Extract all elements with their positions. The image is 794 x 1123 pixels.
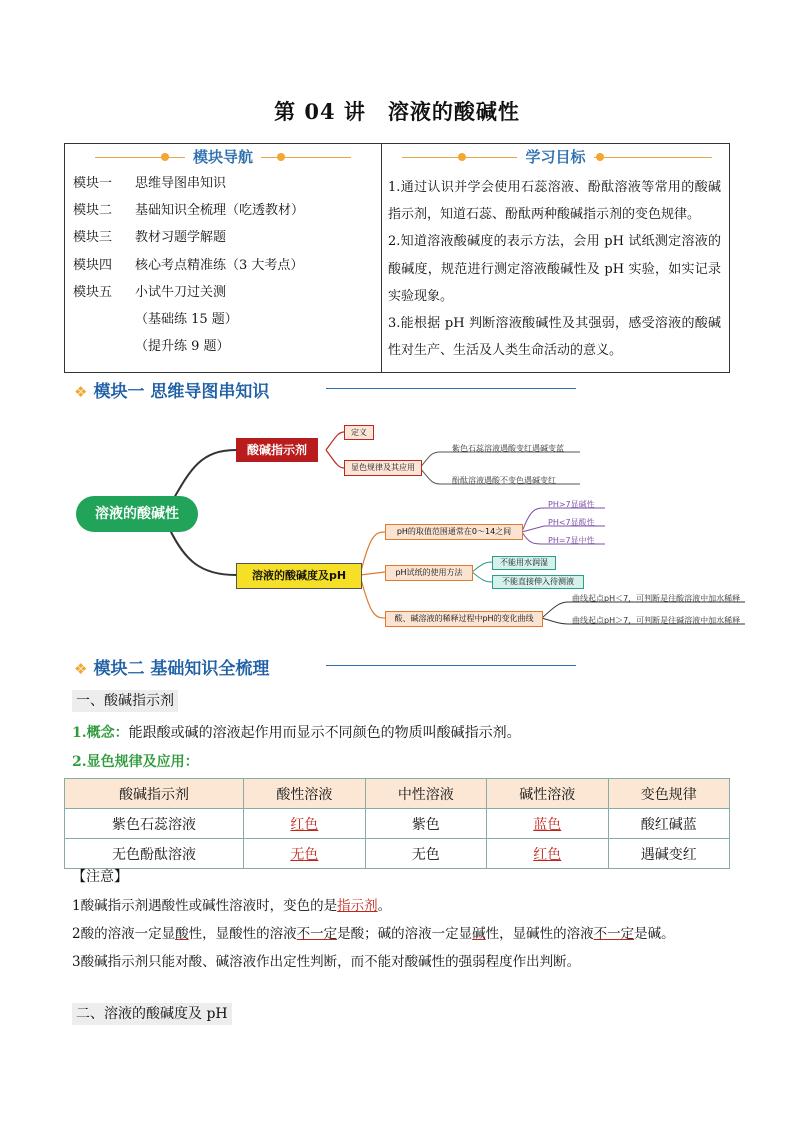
nav-header bbox=[65, 144, 381, 170]
goals-title: 学习目标 bbox=[517, 148, 593, 166]
mindmap-leaf: PH=7显中性 bbox=[548, 536, 595, 545]
nav-row[interactable]: 模块三 教材习题学解题 bbox=[73, 230, 227, 246]
mindmap-leaf: 不能用水润湿 bbox=[492, 556, 556, 570]
note-1: 1酸碱指示剂遇酸性或碱性溶液时，变色的是指示剂。 bbox=[72, 898, 392, 914]
nav-title: 模块导航 bbox=[185, 148, 261, 166]
mindmap-node: 显色规律及其应用 bbox=[344, 460, 422, 476]
mindmap-leaf: 不能直接伸入待测液 bbox=[492, 575, 584, 589]
divider bbox=[326, 388, 576, 389]
mindmap-node: pH的取值范围通常在0～14之间 bbox=[385, 524, 523, 540]
nav-row[interactable]: 模块一 思维导图串知识 bbox=[73, 176, 227, 191]
nav-row: （基础练 15 题） bbox=[135, 311, 238, 327]
lecture-topic: 溶液的酸碱性 bbox=[387, 99, 520, 124]
table-row: 紫色石蕊溶液 红色 紫色 蓝色 酸红碱蓝 bbox=[65, 809, 730, 839]
mindmap-node: 酸、碱溶液的稀释过程中pH的变化曲线 bbox=[385, 611, 543, 627]
dot-icon bbox=[596, 153, 604, 161]
dot-icon bbox=[161, 153, 169, 161]
table-header-row: 酸碱指示剂 酸性溶液 中性溶液 碱性溶液 变色规律 bbox=[65, 779, 730, 809]
mindmap-node: pH试纸的使用方法 bbox=[385, 565, 473, 581]
goal-item: 3.能根据 pH 判断溶液酸碱性及其强弱，感受溶液的酸碱性对生产、生活及人类生命活动的意义。 bbox=[388, 316, 721, 359]
mindmap-leaf: 紫色石蕊溶液遇酸变红遇碱变蓝 bbox=[452, 444, 564, 453]
section1-heading: ❖ 模块一 思维导图串知识 bbox=[74, 382, 270, 402]
divider bbox=[326, 665, 576, 666]
goal-item: 1.通过认识并学会使用石蕊溶液、酚酞溶液等常用的酸碱指示剂，知道石蕊、酚酞两种酸碱指示剂的变色规律。 bbox=[388, 180, 721, 223]
mindmap-root: 溶液的酸碱性 bbox=[76, 496, 198, 532]
mindmap-leaf: 酚酞溶液遇酸不变色遇碱变红 bbox=[452, 476, 556, 485]
part1-heading: 一、酸碱指示剂 bbox=[72, 690, 178, 712]
goal-item: 2.知道溶液酸碱度的表示方法，会用 pH 试纸测定溶液的酸碱度，规范进行测定溶液酸碱性及 pH 实验，如实记录实验现象。 bbox=[388, 234, 721, 304]
mindmap-node: 定义 bbox=[344, 425, 374, 440]
mindmap-leaf: 曲线起点pH＜7，可判断是往酸溶液中加水稀释 bbox=[572, 594, 741, 603]
dot-icon bbox=[458, 153, 466, 161]
table-row: 无色酚酞溶液 无色 无色 红色 遇碱变红 bbox=[65, 839, 730, 869]
note-2: 2酸的溶液一定显酸性，显酸性的溶液不一定是酸；碱的溶液一定显碱性，显碱性的溶液不一定是碱。 bbox=[72, 926, 675, 942]
lecture-number: 第 04 讲 bbox=[274, 99, 366, 124]
rule-label: 2.显色规律及应用： bbox=[72, 754, 199, 770]
nav-row: （提升练 9 题） bbox=[135, 339, 230, 355]
dot-icon bbox=[277, 153, 285, 161]
mindmap-leaf: PH>7显碱性 bbox=[548, 500, 595, 509]
mindmap-leaf: PH<7显酸性 bbox=[548, 518, 595, 527]
goals-header bbox=[382, 144, 729, 170]
goals-cell bbox=[382, 144, 730, 373]
nav-row[interactable]: 模块四 核心考点精准练（3 大考点） bbox=[73, 257, 304, 273]
mindmap-branch-indicator: 酸碱指示剂 bbox=[236, 438, 318, 462]
nav-row[interactable]: 模块五 小试牛刀过关测 bbox=[73, 284, 227, 300]
notes-label: 【注意】 bbox=[72, 869, 128, 885]
mindmap-leaf: 曲线起点pH＞7，可判断是往碱溶液中加水稀释 bbox=[572, 616, 741, 625]
section2-heading: ❖ 模块二 基础知识全梳理 bbox=[74, 659, 270, 679]
diamond-icon: ❖ bbox=[74, 660, 88, 678]
page-title bbox=[0, 96, 794, 126]
nav-cell bbox=[65, 144, 382, 373]
note-3: 3酸碱指示剂只能对酸、碱溶液作出定性判断，而不能对酸碱性的强弱程度作出判断。 bbox=[72, 954, 581, 970]
overview-table bbox=[64, 143, 730, 373]
diamond-icon: ❖ bbox=[74, 383, 88, 401]
mindmap bbox=[60, 410, 760, 640]
part2-heading: 二、溶液的酸碱度及 pH bbox=[72, 1003, 232, 1025]
nav-row[interactable]: 模块二 基础知识全梳理（吃透教材） bbox=[73, 203, 305, 219]
mindmap-branch-ph: 溶液的酸碱度及pH bbox=[236, 563, 362, 589]
goals-text bbox=[382, 170, 729, 370]
indicator-table bbox=[64, 778, 730, 869]
concept-line: 1.概念：能跟酸或碱的溶液起作用而显示不同颜色的物质叫酸碱指示剂。 bbox=[72, 725, 521, 741]
